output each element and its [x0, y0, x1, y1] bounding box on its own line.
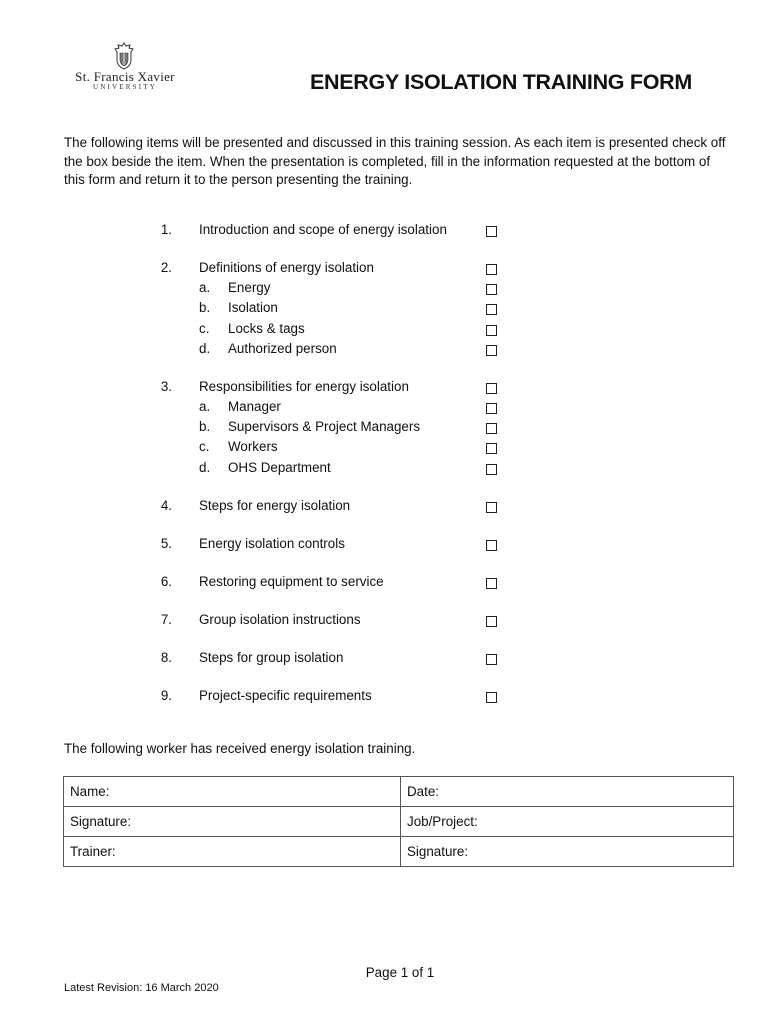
subitem-label: Energy: [228, 280, 271, 296]
subitem-checkbox[interactable]: [486, 284, 497, 295]
subitem-checkbox[interactable]: [486, 403, 497, 414]
subitem-label: Workers: [228, 439, 278, 455]
item-label: Restoring equipment to service: [199, 573, 384, 589]
item-number: 6.: [160, 573, 172, 589]
subitem-letter: a.: [199, 280, 211, 296]
intro-paragraph: The following items will be presented and discussed in this training session. As each item is presented check off the box beside the item. When the presentation is completed, fill in the information requested at the bottom of this form and return it to the person presenting the training.: [64, 135, 726, 187]
field-right[interactable]: Job/Project:: [401, 807, 734, 837]
subitem-checkbox[interactable]: [486, 304, 497, 315]
field-right[interactable]: Date:: [401, 777, 734, 807]
subitem-letter: c.: [199, 439, 210, 455]
subitem-checkbox[interactable]: [486, 464, 497, 475]
subitem-letter: d.: [199, 340, 211, 356]
info-row: [64, 807, 734, 837]
subitem-label: Authorized person: [228, 340, 337, 356]
info-row: [64, 837, 734, 867]
subitem-letter: b.: [199, 419, 211, 435]
item-label: Responsibilities for energy isolation: [199, 378, 409, 394]
subitem-checkbox[interactable]: [486, 443, 497, 454]
subitem-letter: d.: [199, 459, 211, 475]
field-left[interactable]: Trainer:: [64, 837, 401, 867]
worker-info-table: [63, 776, 734, 867]
subitem-label: Locks & tags: [228, 320, 305, 336]
subitem-label: OHS Department: [228, 459, 331, 475]
item-number: 4.: [160, 497, 172, 513]
subitem-label: Isolation: [228, 300, 278, 316]
item-checkbox[interactable]: [486, 502, 497, 513]
item-number: 2.: [160, 260, 172, 275]
item-checkbox[interactable]: [486, 226, 497, 237]
item-checkbox[interactable]: [486, 616, 497, 627]
item-number: 3.: [160, 378, 172, 394]
revision-date: Latest Revision: 16 March 2020: [64, 982, 219, 994]
form-title: ENERGY ISOLATION TRAINING FORM: [310, 70, 692, 94]
item-label: Steps for group isolation: [199, 649, 344, 665]
item-label: Definitions of energy isolation: [199, 260, 374, 275]
item-checkbox[interactable]: [486, 383, 497, 394]
item-number: 7.: [160, 611, 172, 627]
item-checkbox[interactable]: [486, 264, 497, 275]
info-row: [64, 777, 734, 807]
page-number: Page 1 of 1: [365, 965, 435, 980]
subitem-label: Manager: [228, 399, 281, 414]
field-right[interactable]: Signature:: [401, 837, 734, 867]
item-number: 9.: [160, 687, 172, 703]
item-number: 1.: [160, 222, 172, 237]
item-label: Introduction and scope of energy isolation: [199, 222, 447, 237]
logo-subtitle: UNIVERSITY: [93, 83, 157, 91]
logo-name: St. Francis Xavier: [75, 69, 175, 84]
field-left[interactable]: Name:: [64, 777, 401, 807]
university-logo: [62, 42, 188, 94]
item-checkbox[interactable]: [486, 578, 497, 589]
item-checkbox[interactable]: [486, 654, 497, 665]
item-number: 5.: [160, 535, 172, 551]
subitem-letter: c.: [199, 320, 210, 336]
item-checkbox[interactable]: [486, 540, 497, 551]
item-label: Project-specific requirements: [199, 687, 372, 703]
subitem-label: Supervisors & Project Managers: [228, 419, 421, 435]
subitem-letter: a.: [199, 399, 211, 414]
subitem-checkbox[interactable]: [486, 325, 497, 336]
item-number: 8.: [160, 649, 172, 665]
item-label: Steps for energy isolation: [199, 497, 351, 513]
item-label: Group isolation instructions: [199, 611, 361, 627]
received-statement: The following worker has received energy isolation training.: [64, 741, 416, 756]
item-label: Energy isolation controls: [199, 535, 345, 551]
crest-icon: [112, 42, 136, 70]
subitem-checkbox[interactable]: [486, 423, 497, 434]
subitem-letter: b.: [199, 300, 211, 316]
subitem-checkbox[interactable]: [486, 345, 497, 356]
item-checkbox[interactable]: [486, 692, 497, 703]
field-left[interactable]: Signature:: [64, 807, 401, 837]
